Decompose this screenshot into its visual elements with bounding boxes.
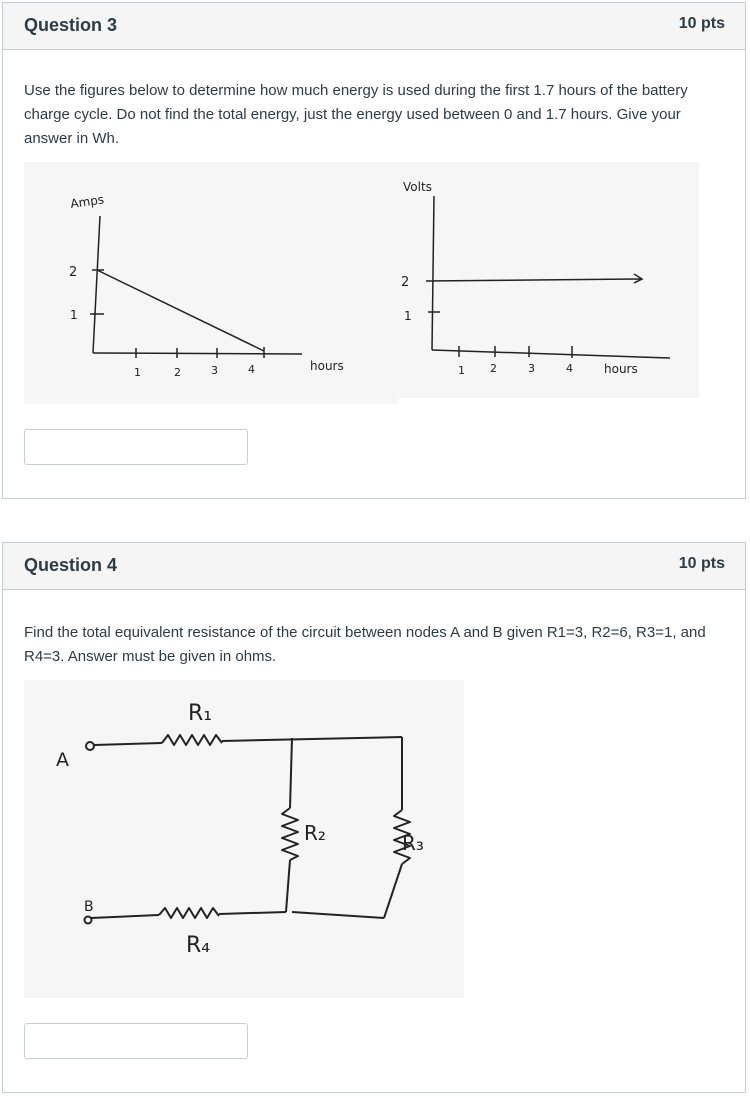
current-graph	[24, 162, 399, 404]
r2-label: R₂	[304, 821, 326, 845]
voltage-ytick-1: 1	[404, 309, 412, 323]
question-3-answer-input[interactable]	[24, 429, 248, 465]
voltage-graph	[394, 162, 699, 398]
voltage-line	[426, 279, 642, 281]
voltage-xlabel: hours	[604, 362, 638, 376]
voltage-xtick-2: 2	[490, 362, 497, 375]
resistor-r4	[159, 908, 219, 918]
voltage-xtick-4: 4	[566, 362, 573, 375]
current-ytick-1: 1	[70, 308, 78, 322]
current-xtick-2: 2	[174, 366, 181, 379]
voltage-ylabel: Volts	[403, 180, 432, 194]
question-3-text: Use the figures below to determine how much energy is used during the first 1.7 hours of the battery charge cycle. Do not find the total energy, just the energy used between 0 and 1.7 hours. Give your answer in Wh.	[24, 82, 688, 147]
resistor-r1	[162, 735, 222, 745]
question-4-title: Question 4	[24, 555, 118, 575]
question-3-points: 10 pts	[678, 15, 725, 32]
voltage-xtick-3: 3	[528, 362, 535, 375]
circuit-diagram	[24, 680, 464, 998]
r1-label: R₁	[188, 701, 213, 726]
voltage-ytick-2: 2	[401, 275, 410, 290]
node-a-label: A	[56, 749, 69, 771]
r3-label: R₃	[402, 831, 424, 855]
question-4-card	[2, 542, 746, 1093]
resistor-r2	[282, 808, 298, 860]
question-3-card	[2, 2, 746, 499]
node-b-terminal	[85, 917, 92, 924]
question-3-header	[3, 3, 745, 50]
current-xtick-4: 4	[248, 363, 255, 376]
r4-label: R₄	[186, 933, 211, 958]
current-ytick-2: 2	[69, 265, 78, 280]
node-a-terminal	[86, 742, 94, 750]
question-4-header	[3, 543, 745, 590]
question-4-points: 10 pts	[678, 555, 725, 572]
y-axis	[432, 196, 434, 350]
question-4-answer-input[interactable]	[24, 1023, 248, 1059]
current-xtick-3: 3	[211, 364, 218, 377]
question-3-title: Question 3	[24, 15, 118, 35]
x-axis	[93, 353, 302, 354]
node-b-label: B	[84, 899, 94, 915]
current-xtick-1: 1	[134, 366, 141, 379]
current-xlabel: hours	[310, 359, 344, 373]
current-line	[97, 270, 264, 351]
current-ylabel: Amps	[69, 192, 105, 211]
voltage-xtick-1: 1	[458, 364, 465, 377]
x-axis	[432, 350, 670, 358]
question-4-text: Find the total equivalent resistance of the circuit between nodes A and B given R1=3, R2=6, R3=1, and R4=3. Answer must be given in ohms.	[24, 624, 706, 665]
y-axis	[93, 216, 100, 353]
